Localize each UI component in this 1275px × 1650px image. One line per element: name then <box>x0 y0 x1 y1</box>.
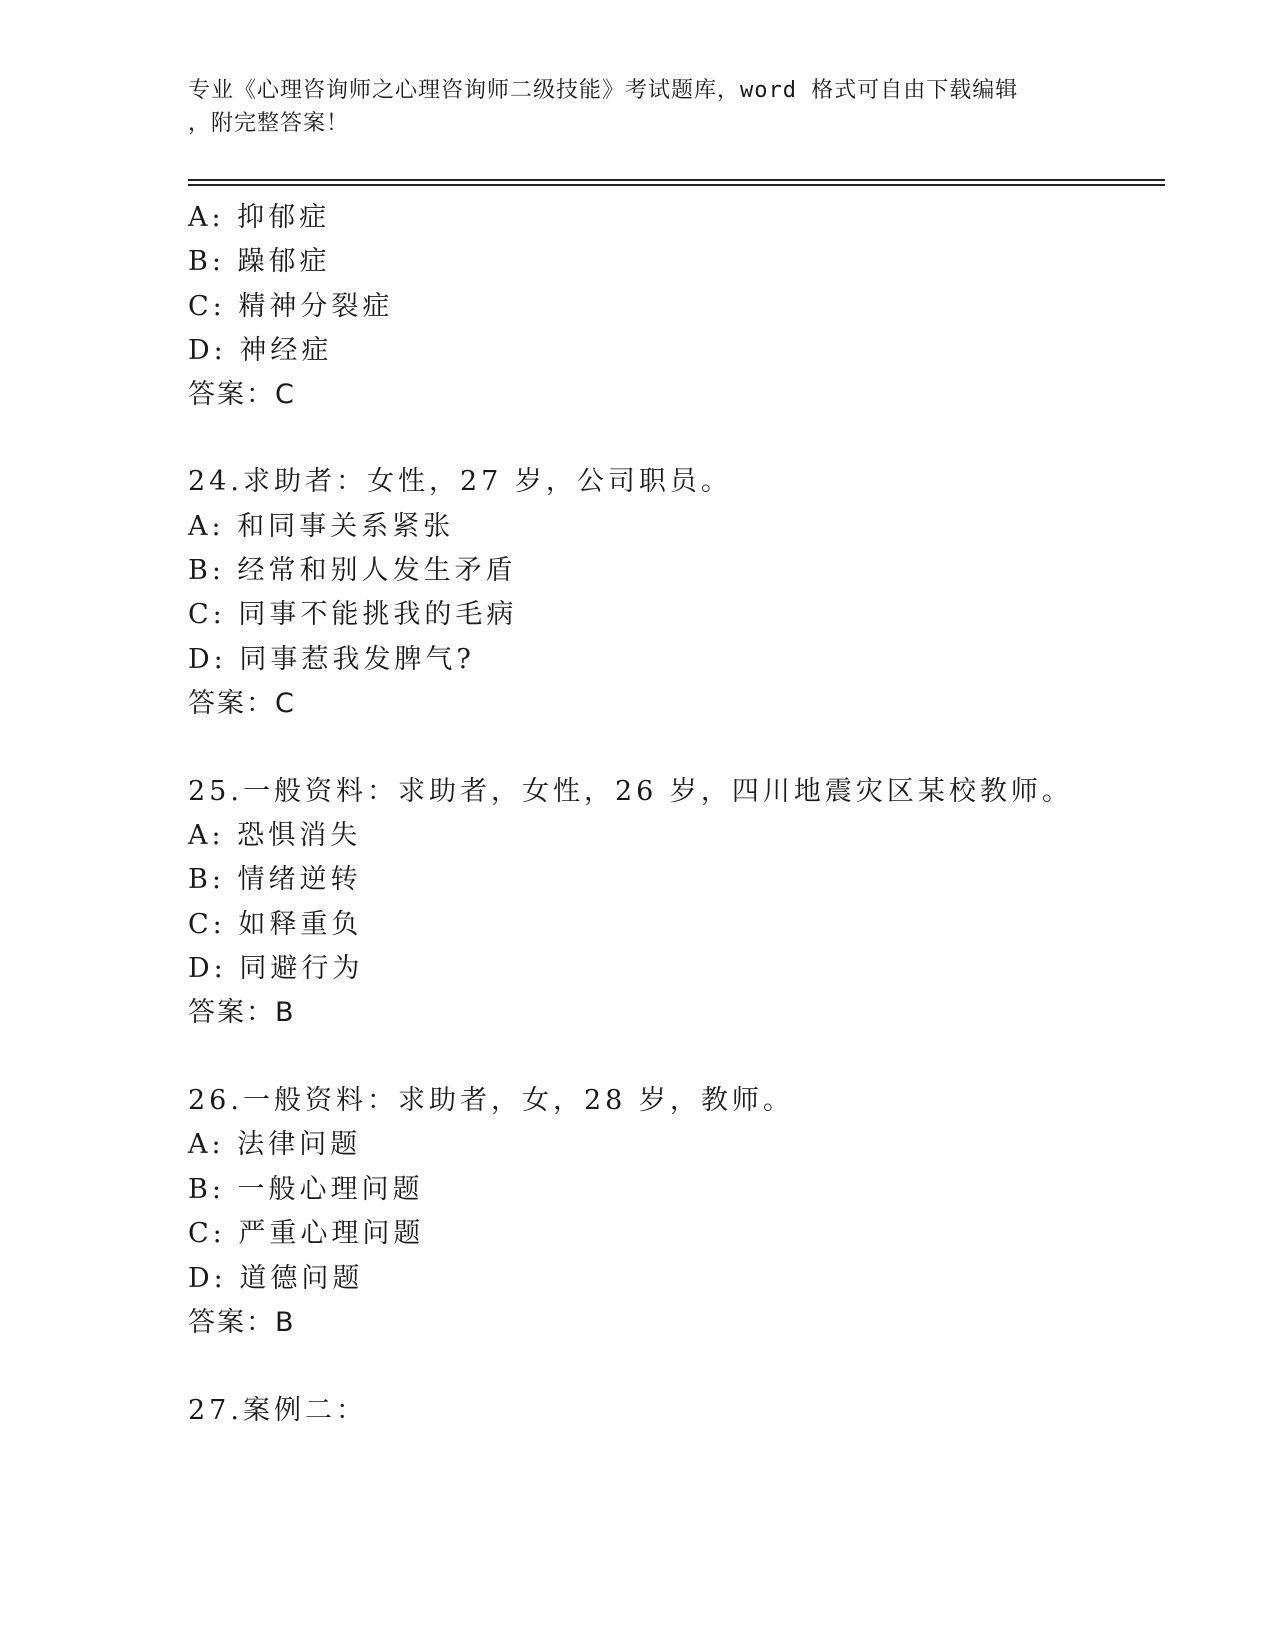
question-24: 24.求助者：女性，27 岁，公司职员。 <box>188 466 732 497</box>
header-divider-top <box>188 179 1165 181</box>
option-d: D: 同事惹我发脾气? <box>188 644 475 675</box>
option-b: B: 躁郁症 <box>188 246 331 277</box>
option-a: A: 抑郁症 <box>188 202 331 233</box>
option-b: B: 经常和别人发生矛盾 <box>188 555 517 586</box>
header-line-2: ，附完整答案！ <box>188 111 350 136</box>
answer: 答案：B <box>188 1307 296 1338</box>
option-d: D: 神经症 <box>188 335 333 366</box>
option-a: A: 和同事关系紧张 <box>188 511 455 542</box>
question-26: 26.一般资料：求助者，女，28 岁，教师。 <box>188 1085 794 1116</box>
answer: 答案：C <box>188 379 296 410</box>
document-header <box>188 74 1088 140</box>
option-b: B: 一般心理问题 <box>188 1174 424 1205</box>
question-27: 27.案例二： <box>188 1395 367 1426</box>
header-line-1: 专业《心理咨询师之心理咨询师二级技能》考试题库，word 格式可自由下载编辑 <box>188 78 1019 103</box>
option-c: C: 如释重负 <box>188 909 363 940</box>
question-25: 25.一般资料：求助者，女性，26 岁，四川地震灾区某校教师。 <box>188 776 1073 807</box>
option-d: D: 道德问题 <box>188 1263 364 1294</box>
answer: 答案：B <box>188 997 296 1028</box>
option-c: C: 同事不能挑我的毛病 <box>188 599 518 630</box>
option-a: A: 恐惧消失 <box>188 820 362 851</box>
option-c: C: 严重心理问题 <box>188 1218 425 1249</box>
option-a: A: 法律问题 <box>188 1129 362 1160</box>
answer: 答案：C <box>188 688 296 719</box>
option-b: B: 情绪逆转 <box>188 864 362 895</box>
option-d: D: 同避行为 <box>188 953 364 984</box>
header-divider-bottom <box>188 184 1165 186</box>
option-c: C: 精神分裂症 <box>188 291 394 322</box>
